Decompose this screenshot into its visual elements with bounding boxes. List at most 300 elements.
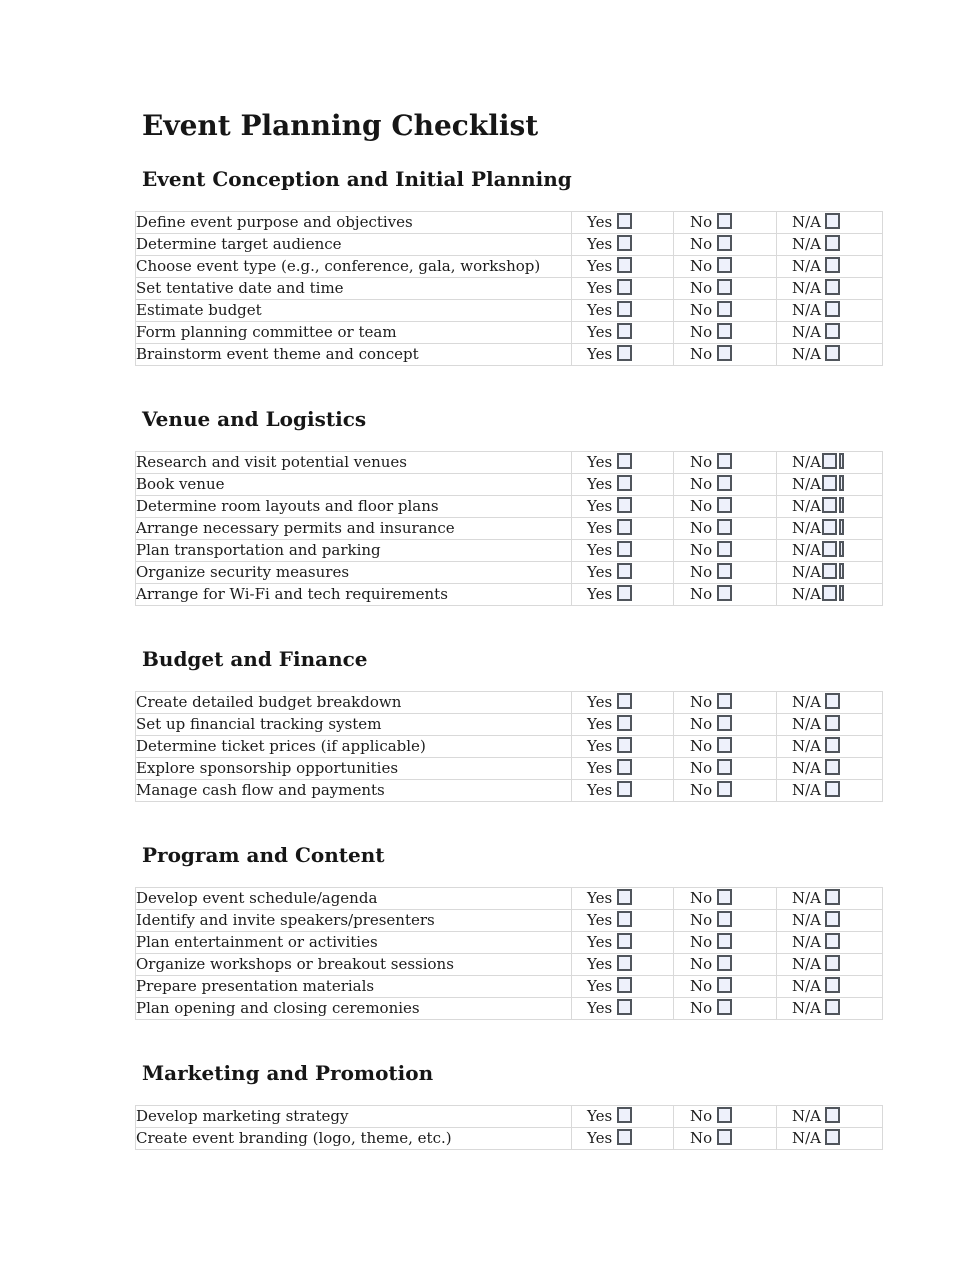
no-cell: [674, 562, 777, 584]
checklist-table: [135, 691, 883, 802]
no-cell: [674, 954, 777, 976]
no-cell: [674, 998, 777, 1020]
no-label: No: [690, 1129, 713, 1148]
no-checkbox[interactable]: [717, 889, 732, 905]
clipped-checkbox-artifact: [839, 475, 844, 491]
no-label: No: [690, 475, 713, 494]
na-label: N/A: [792, 235, 822, 254]
no-label: No: [690, 955, 713, 974]
task-label: Identify and invite speakers/presenters: [136, 910, 572, 932]
task-label: Form planning committee or team: [136, 322, 572, 344]
yes-cell: [572, 1128, 674, 1150]
clipped-checkbox-artifact: [839, 519, 844, 535]
yes-checkbox[interactable]: [617, 933, 632, 949]
no-checkbox[interactable]: [717, 301, 732, 317]
no-cell: [674, 540, 777, 562]
yes-cell: [572, 714, 674, 736]
yes-label: Yes: [587, 345, 613, 364]
yes-checkbox[interactable]: [617, 781, 632, 797]
na-checkbox[interactable]: [822, 453, 837, 469]
clipped-checkbox-artifact: [839, 453, 844, 469]
na-label: N/A: [792, 475, 822, 494]
no-checkbox[interactable]: [717, 475, 732, 491]
task-label: Determine room layouts and floor plans: [136, 496, 572, 518]
yes-checkbox[interactable]: [617, 519, 632, 535]
yes-label: Yes: [587, 955, 613, 974]
yes-checkbox[interactable]: [617, 737, 632, 753]
yes-cell: [572, 474, 674, 496]
yes-checkbox[interactable]: [617, 213, 632, 229]
section-heading: Venue and Logistics: [142, 407, 367, 432]
checklist-row: [136, 1106, 883, 1128]
na-label: N/A: [792, 759, 822, 778]
yes-label: Yes: [587, 1107, 613, 1126]
checklist-row: [136, 692, 883, 714]
na-label: N/A: [792, 737, 822, 756]
no-checkbox[interactable]: [717, 497, 732, 513]
na-checkbox[interactable]: [822, 563, 837, 579]
na-cell: [777, 758, 883, 780]
no-cell: [674, 932, 777, 954]
checklist-row: [136, 714, 883, 736]
checklist-row: [136, 954, 883, 976]
no-label: No: [690, 693, 713, 712]
no-checkbox[interactable]: [717, 323, 732, 339]
no-label: No: [690, 453, 713, 472]
yes-cell: [572, 932, 674, 954]
checklist-section: [135, 1062, 832, 1150]
na-cell: [777, 234, 883, 256]
no-label: No: [690, 301, 713, 320]
na-cell: [777, 562, 883, 584]
no-cell: [674, 234, 777, 256]
no-checkbox[interactable]: [717, 541, 732, 557]
no-checkbox[interactable]: [717, 955, 732, 971]
na-label: N/A: [792, 541, 822, 560]
no-checkbox[interactable]: [717, 257, 732, 273]
yes-label: Yes: [587, 933, 613, 952]
na-checkbox[interactable]: [825, 301, 840, 317]
na-checkbox[interactable]: [825, 781, 840, 797]
no-checkbox[interactable]: [717, 737, 732, 753]
na-checkbox[interactable]: [825, 279, 840, 295]
na-label: N/A: [792, 563, 822, 582]
na-cell: [777, 888, 883, 910]
checklist-row: [136, 736, 883, 758]
yes-label: Yes: [587, 977, 613, 996]
na-label: N/A: [792, 1107, 822, 1126]
task-label: Prepare presentation materials: [136, 976, 572, 998]
no-cell: [674, 474, 777, 496]
no-checkbox[interactable]: [717, 693, 732, 709]
yes-checkbox[interactable]: [617, 475, 632, 491]
checklist-row: [136, 300, 883, 322]
na-label: N/A: [792, 213, 822, 232]
no-checkbox[interactable]: [717, 781, 732, 797]
checklist-row: [136, 452, 883, 474]
task-label: Plan transportation and parking: [136, 540, 572, 562]
checklist-section: [135, 648, 832, 802]
task-label: Create detailed budget breakdown: [136, 692, 572, 714]
yes-cell: [572, 758, 674, 780]
no-checkbox[interactable]: [717, 235, 732, 251]
checklist-row: [136, 562, 883, 584]
na-cell: [777, 278, 883, 300]
no-label: No: [690, 563, 713, 582]
yes-cell: [572, 256, 674, 278]
task-label: Create event branding (logo, theme, etc.): [136, 1128, 572, 1150]
na-label: N/A: [792, 453, 822, 472]
yes-cell: [572, 452, 674, 474]
section-heading: Event Conception and Initial Planning: [142, 167, 572, 192]
na-cell: [777, 736, 883, 758]
yes-label: Yes: [587, 737, 613, 756]
no-cell: [674, 888, 777, 910]
yes-cell: [572, 780, 674, 802]
yes-label: Yes: [587, 693, 613, 712]
clipped-checkbox-artifact: [839, 541, 844, 557]
yes-cell: [572, 300, 674, 322]
na-checkbox[interactable]: [825, 235, 840, 251]
checklist-row: [136, 474, 883, 496]
no-label: No: [690, 323, 713, 342]
checklist-row: [136, 256, 883, 278]
no-cell: [674, 780, 777, 802]
no-checkbox[interactable]: [717, 911, 732, 927]
task-label: Manage cash flow and payments: [136, 780, 572, 802]
no-checkbox[interactable]: [717, 213, 732, 229]
section-heading: Program and Content: [142, 843, 385, 868]
yes-checkbox[interactable]: [617, 999, 632, 1015]
na-checkbox[interactable]: [825, 1129, 840, 1145]
na-label: N/A: [792, 933, 822, 952]
task-label: Organize workshops or breakout sessions: [136, 954, 572, 976]
clipped-checkbox-artifact: [839, 563, 844, 579]
yes-checkbox[interactable]: [617, 279, 632, 295]
yes-checkbox[interactable]: [617, 759, 632, 775]
na-checkbox[interactable]: [825, 999, 840, 1015]
checklist-section: [135, 844, 832, 1020]
no-label: No: [690, 933, 713, 952]
checklist-row: [136, 344, 883, 366]
na-checkbox[interactable]: [825, 737, 840, 753]
no-cell: [674, 692, 777, 714]
na-cell: [777, 932, 883, 954]
no-checkbox[interactable]: [717, 715, 732, 731]
na-checkbox[interactable]: [825, 933, 840, 949]
document-content: [135, 110, 832, 1150]
yes-checkbox[interactable]: [617, 585, 632, 601]
no-checkbox[interactable]: [717, 759, 732, 775]
yes-cell: [572, 692, 674, 714]
checklist-section: [135, 408, 832, 606]
na-checkbox[interactable]: [825, 213, 840, 229]
no-label: No: [690, 585, 713, 604]
yes-label: Yes: [587, 323, 613, 342]
na-checkbox[interactable]: [822, 541, 837, 557]
na-label: N/A: [792, 257, 822, 276]
na-cell: [777, 256, 883, 278]
yes-checkbox[interactable]: [617, 345, 632, 361]
task-label: Organize security measures: [136, 562, 572, 584]
na-cell: [777, 976, 883, 998]
yes-label: Yes: [587, 759, 613, 778]
no-label: No: [690, 257, 713, 276]
yes-checkbox[interactable]: [617, 1107, 632, 1123]
checklist-row: [136, 976, 883, 998]
yes-checkbox[interactable]: [617, 541, 632, 557]
na-label: N/A: [792, 955, 822, 974]
yes-checkbox[interactable]: [617, 257, 632, 273]
na-checkbox[interactable]: [825, 889, 840, 905]
no-cell: [674, 1128, 777, 1150]
no-cell: [674, 910, 777, 932]
yes-cell: [572, 888, 674, 910]
na-label: N/A: [792, 999, 822, 1018]
na-label: N/A: [792, 1129, 822, 1148]
task-label: Develop marketing strategy: [136, 1106, 572, 1128]
na-label: N/A: [792, 715, 822, 734]
no-cell: [674, 278, 777, 300]
na-checkbox[interactable]: [825, 345, 840, 361]
no-checkbox[interactable]: [717, 453, 732, 469]
na-checkbox[interactable]: [822, 585, 837, 601]
yes-label: Yes: [587, 563, 613, 582]
yes-label: Yes: [587, 279, 613, 298]
yes-checkbox[interactable]: [617, 693, 632, 709]
task-label: Set up financial tracking system: [136, 714, 572, 736]
na-cell: [777, 998, 883, 1020]
no-checkbox[interactable]: [717, 585, 732, 601]
na-cell: [777, 300, 883, 322]
na-checkbox[interactable]: [825, 759, 840, 775]
task-label: Research and visit potential venues: [136, 452, 572, 474]
task-label: Plan entertainment or activities: [136, 932, 572, 954]
yes-cell: [572, 322, 674, 344]
no-label: No: [690, 999, 713, 1018]
checklist-row: [136, 910, 883, 932]
yes-checkbox[interactable]: [617, 889, 632, 905]
na-cell: [777, 910, 883, 932]
yes-checkbox[interactable]: [617, 563, 632, 579]
yes-cell: [572, 344, 674, 366]
na-checkbox[interactable]: [825, 911, 840, 927]
no-label: No: [690, 345, 713, 364]
yes-cell: [572, 234, 674, 256]
no-label: No: [690, 497, 713, 516]
checklist-row: [136, 998, 883, 1020]
na-cell: [777, 692, 883, 714]
task-label: Determine target audience: [136, 234, 572, 256]
task-label: Book venue: [136, 474, 572, 496]
no-checkbox[interactable]: [717, 1129, 732, 1145]
no-checkbox[interactable]: [717, 519, 732, 535]
checklist-table: [135, 211, 883, 366]
yes-cell: [572, 954, 674, 976]
no-cell: [674, 584, 777, 606]
task-label: Set tentative date and time: [136, 278, 572, 300]
no-label: No: [690, 977, 713, 996]
no-checkbox[interactable]: [717, 933, 732, 949]
yes-checkbox[interactable]: [617, 977, 632, 993]
na-checkbox[interactable]: [825, 955, 840, 971]
task-label: Arrange for Wi-Fi and tech requirements: [136, 584, 572, 606]
na-cell: [777, 954, 883, 976]
yes-cell: [572, 584, 674, 606]
na-label: N/A: [792, 519, 822, 538]
yes-cell: [572, 540, 674, 562]
yes-cell: [572, 736, 674, 758]
na-checkbox[interactable]: [825, 715, 840, 731]
na-cell: [777, 474, 883, 496]
yes-cell: [572, 910, 674, 932]
na-label: N/A: [792, 585, 822, 604]
no-checkbox[interactable]: [717, 1107, 732, 1123]
no-label: No: [690, 541, 713, 560]
na-cell: [777, 344, 883, 366]
yes-label: Yes: [587, 453, 613, 472]
yes-label: Yes: [587, 889, 613, 908]
clipped-checkbox-artifact: [839, 497, 844, 513]
na-checkbox[interactable]: [825, 323, 840, 339]
no-cell: [674, 1106, 777, 1128]
no-cell: [674, 976, 777, 998]
task-label: Brainstorm event theme and concept: [136, 344, 572, 366]
yes-label: Yes: [587, 911, 613, 930]
no-label: No: [690, 279, 713, 298]
na-cell: [777, 540, 883, 562]
na-cell: [777, 714, 883, 736]
yes-checkbox[interactable]: [617, 715, 632, 731]
no-checkbox[interactable]: [717, 345, 732, 361]
yes-cell: [572, 976, 674, 998]
na-checkbox[interactable]: [825, 693, 840, 709]
task-label: Define event purpose and objectives: [136, 212, 572, 234]
na-cell: [777, 322, 883, 344]
yes-label: Yes: [587, 999, 613, 1018]
na-label: N/A: [792, 889, 822, 908]
task-label: Estimate budget: [136, 300, 572, 322]
na-cell: [777, 780, 883, 802]
na-checkbox[interactable]: [822, 497, 837, 513]
no-label: No: [690, 889, 713, 908]
checklist-row: [136, 518, 883, 540]
no-checkbox[interactable]: [717, 999, 732, 1015]
yes-checkbox[interactable]: [617, 235, 632, 251]
na-cell: [777, 212, 883, 234]
page-title: Event Planning Checklist: [142, 109, 539, 142]
checklist-table: [135, 451, 883, 606]
task-label: Choose event type (e.g., conference, gala, workshop): [136, 256, 572, 278]
yes-cell: [572, 278, 674, 300]
no-cell: [674, 212, 777, 234]
checklist-row: [136, 888, 883, 910]
checklist-row: [136, 212, 883, 234]
yes-label: Yes: [587, 475, 613, 494]
yes-checkbox[interactable]: [617, 1129, 632, 1145]
checklist-row: [136, 540, 883, 562]
no-cell: [674, 758, 777, 780]
na-label: N/A: [792, 693, 822, 712]
yes-label: Yes: [587, 715, 613, 734]
na-checkbox[interactable]: [825, 1107, 840, 1123]
na-checkbox[interactable]: [822, 475, 837, 491]
checklist-row: [136, 278, 883, 300]
na-label: N/A: [792, 911, 822, 930]
yes-label: Yes: [587, 213, 613, 232]
na-checkbox[interactable]: [825, 977, 840, 993]
yes-label: Yes: [587, 781, 613, 800]
yes-label: Yes: [587, 301, 613, 320]
no-label: No: [690, 235, 713, 254]
yes-checkbox[interactable]: [617, 955, 632, 971]
no-cell: [674, 300, 777, 322]
no-cell: [674, 256, 777, 278]
sections-container: [135, 168, 832, 1150]
no-cell: [674, 344, 777, 366]
no-cell: [674, 518, 777, 540]
yes-checkbox[interactable]: [617, 323, 632, 339]
yes-label: Yes: [587, 257, 613, 276]
no-cell: [674, 736, 777, 758]
yes-label: Yes: [587, 541, 613, 560]
clipped-checkbox-artifact: [839, 585, 844, 601]
na-cell: [777, 496, 883, 518]
no-label: No: [690, 759, 713, 778]
checklist-row: [136, 932, 883, 954]
yes-cell: [572, 496, 674, 518]
no-label: No: [690, 737, 713, 756]
na-cell: [777, 584, 883, 606]
na-label: N/A: [792, 345, 822, 364]
checklist-row: [136, 1128, 883, 1150]
yes-checkbox[interactable]: [617, 497, 632, 513]
no-label: No: [690, 715, 713, 734]
no-checkbox[interactable]: [717, 977, 732, 993]
checklist-row: [136, 322, 883, 344]
task-label: Develop event schedule/agenda: [136, 888, 572, 910]
no-checkbox[interactable]: [717, 279, 732, 295]
checklist-section: [135, 168, 832, 366]
na-checkbox[interactable]: [822, 519, 837, 535]
yes-label: Yes: [587, 235, 613, 254]
na-label: N/A: [792, 279, 822, 298]
task-label: Plan opening and closing ceremonies: [136, 998, 572, 1020]
yes-checkbox[interactable]: [617, 453, 632, 469]
na-cell: [777, 452, 883, 474]
na-checkbox[interactable]: [825, 257, 840, 273]
yes-cell: [572, 212, 674, 234]
na-label: N/A: [792, 977, 822, 996]
yes-checkbox[interactable]: [617, 911, 632, 927]
checklist-row: [136, 758, 883, 780]
section-heading: Budget and Finance: [142, 647, 368, 672]
no-cell: [674, 452, 777, 474]
yes-label: Yes: [587, 497, 613, 516]
task-label: Determine ticket prices (if applicable): [136, 736, 572, 758]
no-cell: [674, 322, 777, 344]
na-label: N/A: [792, 301, 822, 320]
section-heading: Marketing and Promotion: [142, 1061, 434, 1086]
yes-label: Yes: [587, 519, 613, 538]
no-cell: [674, 714, 777, 736]
yes-checkbox[interactable]: [617, 301, 632, 317]
na-label: N/A: [792, 781, 822, 800]
yes-cell: [572, 1106, 674, 1128]
no-checkbox[interactable]: [717, 563, 732, 579]
no-label: No: [690, 213, 713, 232]
task-label: Explore sponsorship opportunities: [136, 758, 572, 780]
